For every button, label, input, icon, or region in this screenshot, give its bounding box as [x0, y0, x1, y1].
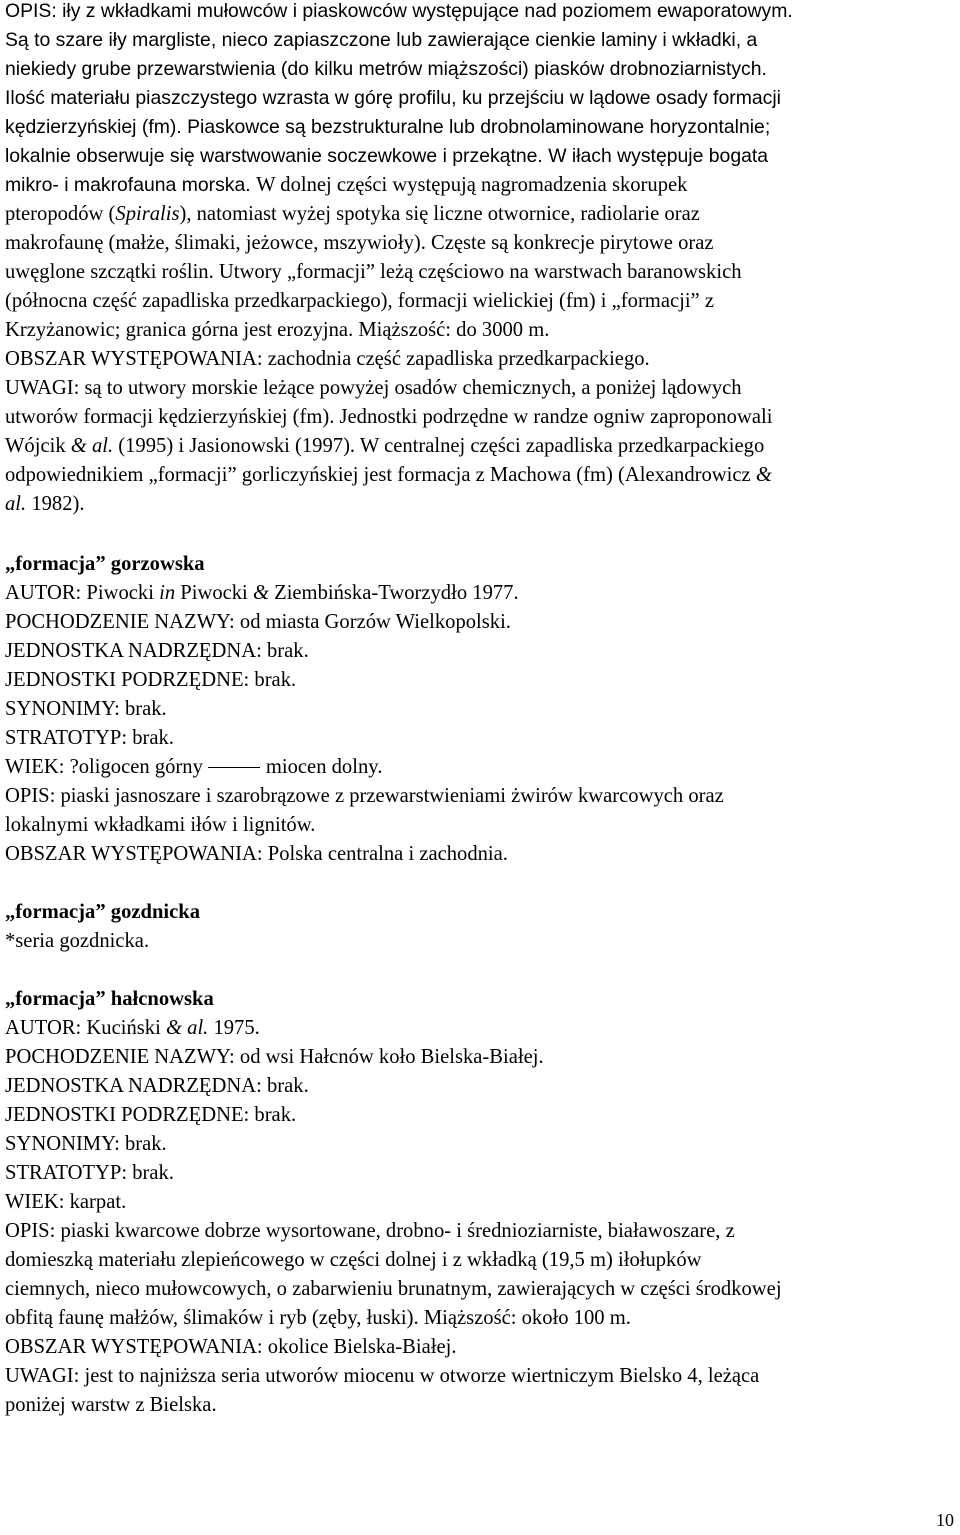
text-run: 1975.: [208, 1017, 260, 1039]
obszar-line: OBSZAR WYSTĘPOWANIA: Polska centralna i zachodnia.: [5, 843, 508, 865]
text-run: Wójcik: [5, 435, 71, 457]
podrzedne-line: JEDNOSTKI PODRZĘDNE: brak.: [5, 1104, 297, 1126]
stratotyp-line: STRATOTYP: brak.: [5, 1162, 174, 1184]
opis-line: OPIS: piaski kwarcowe dobrze wysortowane, drobno- i średnioziarniste, białawoszare, z: [5, 1220, 735, 1242]
text-run: Piwocki: [175, 582, 253, 604]
uwagi-line: utworów formacji kędzierzyńskiej (fm). Jednostki podrzędne w randze ogniw zaproponowali: [5, 406, 773, 428]
text-run: in: [159, 582, 176, 604]
text-run: Częste są konkrecje pirytowe oraz: [431, 232, 714, 254]
entry-heading: „formacja” gorzowska: [5, 553, 205, 575]
et-al: al.: [187, 1017, 209, 1039]
opis-line: OPIS: piaski jasnoszare i szarobrązowe z przewarstwieniami żwirów kwarcowych oraz: [5, 785, 724, 807]
text-run: W dolnej części występują nagromadzenia skorupek: [256, 174, 688, 196]
opis-line: [5, 229, 714, 258]
obszar-line: OBSZAR WYSTĘPOWANIA: zachodnia część zapadliska przedkarpackiego.: [5, 348, 650, 370]
opis-line: domieszką materiału zlepieńcowego w części dolnej i z wkładką (19,5 m) iłołupków: [5, 1249, 702, 1271]
opis-line: lokalnymi wkładkami iłów i lignitów.: [5, 814, 316, 836]
opis-line: Ilość materiału piaszczystego wzrasta w górę profilu, ku przejściu w lądowe osady formacji: [5, 87, 781, 109]
text-run: AUTOR: Piwocki: [5, 582, 160, 604]
opis-line: [5, 142, 768, 171]
text-run: Piaskowce są bezstrukturalne lub drobnolaminowane horyzontalnie;: [187, 116, 771, 138]
nadrzedna-line: JEDNOSTKA NADRZĘDNA: brak.: [5, 1075, 309, 1097]
synonimy-line: SYNONIMY: brak.: [5, 698, 167, 720]
text-run: pteropodów (: [5, 203, 116, 225]
pochodzenie-line: POCHODZENIE NAZWY: od miasta Gorzów Wielkopolski.: [5, 611, 511, 633]
uwagi-line: poniżej warstw z Bielska.: [5, 1394, 217, 1416]
reference-line: *seria gozdnicka.: [5, 930, 150, 952]
text-run: 1982).: [26, 493, 85, 515]
ampersand: &: [755, 464, 772, 486]
text-run: W iłach występuje bogata: [548, 145, 769, 167]
text-run: mikro- i makrofauna morska.: [5, 174, 257, 196]
podrzedne-line: JEDNOSTKI PODRZĘDNE: brak.: [5, 669, 297, 691]
opis-line: (północna część zapadliska przedkarpackiego), formacji wielickiej (fm) i „formacji” z: [5, 290, 714, 312]
em-dash: [208, 767, 260, 768]
ampersand: &: [252, 582, 269, 604]
uwagi-line: [5, 432, 764, 461]
wiek-line: WIEK: karpat.: [5, 1191, 127, 1213]
ampersand: &: [165, 1017, 182, 1039]
opis-line: OPIS: iły z wkładkami mułowców i piaskowców występujące nad poziomem ewaporatowym.: [5, 0, 793, 22]
text-run: uwęglone szczątki roślin.: [5, 261, 219, 283]
opis-line: obfitą faunę małżów, ślimaków i ryb (zęby, łuski). Miąższość: około 100 m.: [5, 1307, 631, 1329]
text-run: ), natomiast wyżej spotyka się liczne otwornice, radiolarie oraz: [179, 203, 700, 225]
uwagi-line: UWAGI: jest to najniższa seria utworów miocenu w otworze wiertniczym Bielsko 4, leżąca: [5, 1365, 760, 1387]
et-al: al.: [5, 493, 27, 515]
nadrzedna-line: JEDNOSTKA NADRZĘDNA: brak.: [5, 640, 309, 662]
synonimy-line: SYNONIMY: brak.: [5, 1133, 167, 1155]
text-run: lokalnie obserwuje się warstwowanie soczewkowe i przekątne.: [5, 145, 549, 167]
autor-line: [5, 1014, 260, 1043]
opis-line: [5, 258, 742, 287]
ampersand: &: [70, 435, 87, 457]
wiek-line: [5, 753, 382, 782]
opis-line: [5, 171, 687, 200]
entry-heading: „formacja” gozdnicka: [5, 901, 201, 923]
et-al: al.: [91, 435, 114, 457]
text-run: (1995) i Jasionowski (1997). W centralnej części zapadliska przedkarpackiego: [113, 435, 765, 457]
opis-line: Są to szare iły margliste, nieco zapiaszczone lub zawierające cienkie laminy i wkładki, a: [5, 29, 758, 51]
obszar-line: OBSZAR WYSTĘPOWANIA: okolice Bielska-Białej.: [5, 1336, 457, 1358]
opis-line: [5, 200, 700, 229]
autor-line: [5, 579, 519, 608]
taxon-name: Spiralis: [115, 203, 180, 225]
text-run: Ziembińska-Tworzydło 1977.: [268, 582, 519, 604]
text-run: kędzierzyńskiej (fm).: [5, 116, 188, 138]
uwagi-line: [5, 461, 772, 490]
opis-line: Krzyżanowic; granica górna jest erozyjna. Miąższość: do 3000 m.: [5, 319, 550, 341]
text-run: miocen dolny.: [265, 756, 383, 778]
text-run: WIEK: ?oligocen górny: [5, 756, 203, 778]
text-run: odpowiednikiem „formacji” gorliczyńskiej jest formacja z Machowa (fm) (Alexandrowicz: [5, 464, 756, 486]
opis-line: ciemnych, nieco mułowcowych, o zabarwieniu brunatnym, zawierających w części środkowej: [5, 1278, 782, 1300]
entry-heading: „formacja” hałcnowska: [5, 988, 214, 1010]
opis-line: niekiedy grube przewarstwienia (do kilku metrów miąższości) piasków drobnoziarnistych.: [5, 58, 767, 80]
text-run: makrofaunę (małże, ślimaki, jeżowce, mszywioły).: [5, 232, 432, 254]
stratotyp-line: STRATOTYP: brak.: [5, 727, 174, 749]
text-run: Utwory „formacji” leżą częściowo na warstwach baranowskich: [218, 261, 742, 283]
page-number: 10: [936, 1510, 954, 1530]
uwagi-line: [5, 490, 85, 519]
uwagi-line: UWAGI: są to utwory morskie leżące powyżej osadów chemicznych, a poniżej lądowych: [5, 377, 742, 399]
opis-line: [5, 113, 770, 142]
pochodzenie-line: POCHODZENIE NAZWY: od wsi Hałcnów koło Bielska-Białej.: [5, 1046, 544, 1068]
text-run: AUTOR: Kuciński: [5, 1017, 166, 1039]
